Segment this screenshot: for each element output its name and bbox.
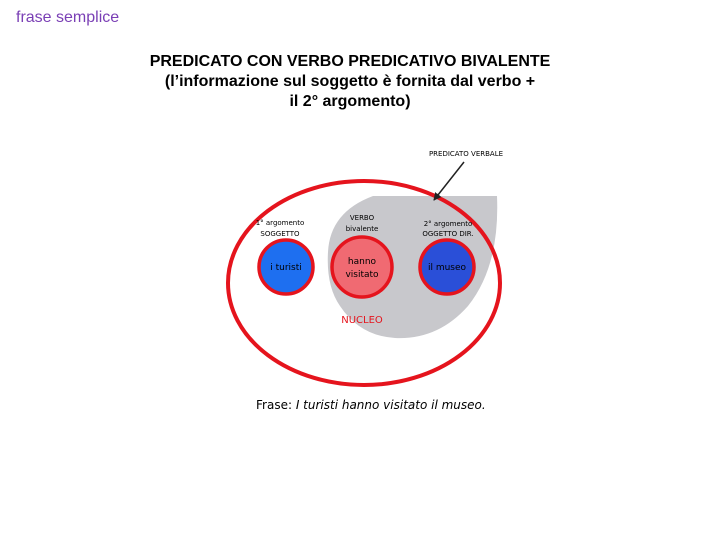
sentence-prefix: Frase: bbox=[256, 398, 296, 412]
verb-header-line-2: bivalente bbox=[345, 225, 379, 233]
predicate-label: PREDICATO VERBALE bbox=[428, 150, 504, 158]
object-header-line-1: 2° argomento bbox=[423, 220, 473, 228]
verb-value-line-2: visitato bbox=[345, 270, 379, 280]
object-header-line-2: OGGETTO DIR. bbox=[422, 230, 474, 238]
example-sentence bbox=[256, 398, 486, 412]
predicate-arrow bbox=[434, 162, 464, 200]
subject-header-line-2: SOGGETTO bbox=[260, 230, 300, 238]
main-title-line-3: il 2° argomento) bbox=[289, 93, 411, 110]
subject-header-line-1: 1° argomento bbox=[255, 219, 305, 227]
object-value: il museo bbox=[427, 263, 467, 273]
nucleus-label: NUCLEO bbox=[341, 315, 383, 326]
verb-header-line-1: VERBO bbox=[349, 214, 375, 222]
verb-value-line-1: hanno bbox=[347, 257, 377, 267]
main-title-line-2: (l’informazione sul soggetto è fornita dal verbo + bbox=[164, 73, 536, 90]
subject-value: i turisti bbox=[270, 263, 302, 273]
sentence-text: I turisti hanno visitato il museo. bbox=[295, 398, 486, 412]
verb-circle bbox=[332, 237, 392, 297]
main-title-line-1: PREDICATO CON VERBO PREDICATIVO BIVALENTE bbox=[149, 53, 551, 70]
corner-title: frase semplice bbox=[16, 9, 120, 26]
